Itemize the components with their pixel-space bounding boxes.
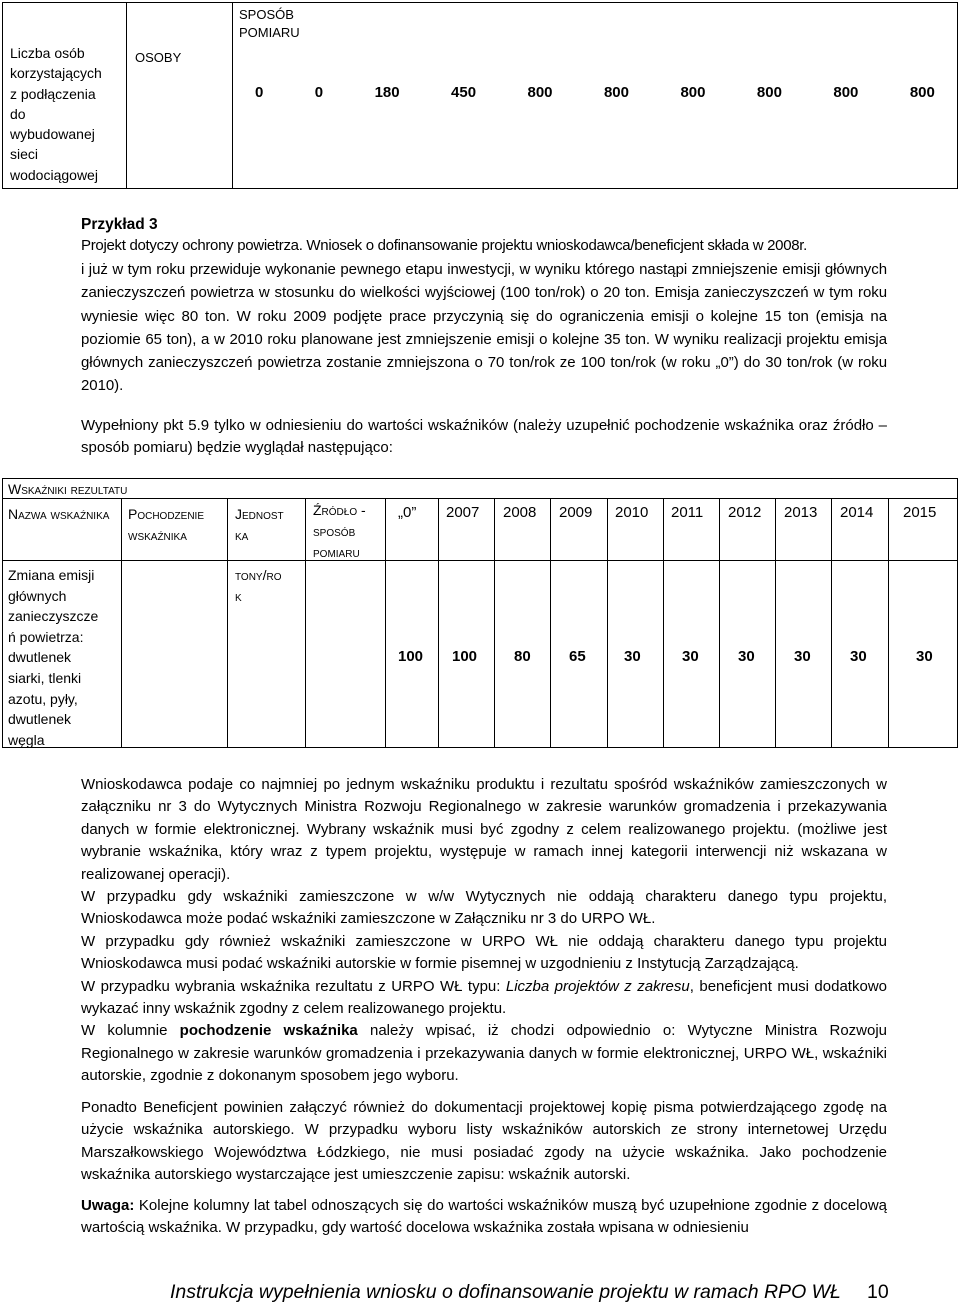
values-row (233, 46, 957, 103)
method-line: SPOSÓB (239, 7, 294, 22)
col-header-origin: Pochodzenie wskaźnika (128, 506, 205, 543)
value-cell: 30 (738, 648, 755, 665)
value-cell: 30 (916, 648, 933, 665)
indicator-table-top (2, 2, 958, 189)
indicator-name-line: głównych (8, 587, 67, 604)
row-label-line: z podłączenia (10, 85, 96, 102)
indicator-name-line: dwutlenek (8, 649, 72, 666)
indicator-unit-line: tony/ro (235, 567, 282, 583)
value-cell: 30 (794, 648, 811, 665)
col-header-year: 2008 (503, 504, 537, 521)
method-line: POMIARU (239, 25, 300, 40)
unit-cell (127, 3, 233, 189)
indicator-name-line: węgla (8, 731, 45, 748)
value-cell: 30 (624, 648, 641, 665)
col-header-zero: „0” (398, 504, 417, 521)
instruction-para: W przypadku gdy również wskaźniki zamieszczone w URPO WŁ nie oddają charakteru danego typu projektu Wnioskodawca musi podać wskaźniki autorskie w formie pisemnej w uzgodnieniu z Instytucją Zarządzającą. (81, 932, 887, 973)
indicator-name-line: dwutlenek (8, 711, 72, 728)
indicator-name-line: siarki, tlenki (8, 669, 82, 686)
value-cell: 450 (451, 84, 477, 101)
instruction-text: W przypadku wybrania wskaźnika rezultatu z URPO WŁ typu: (81, 977, 501, 995)
note-text: Kolejne kolumny lat tabel odnoszących się do wartości wskaźników muszą być uzupełnione zgodnie z docelową wartością wskaźnika. W przypadku, gdy wartość docelowa wskaźnika została wpisana w odniesieniu (81, 1197, 887, 1237)
method-values-cell (233, 3, 958, 189)
example-para-first-line: Projekt dotyczy ochrony powietrza. Wniosek o dofinansowanie projektu wnioskodawca/beneficjent składa w 2008r. (81, 237, 808, 254)
row-label-line: Liczba osób (10, 45, 85, 61)
instruction-text: W kolumnie (81, 1022, 168, 1040)
indicator-unit (235, 565, 282, 607)
value-cell: 800 (680, 84, 706, 101)
indicator-name-line: zanieczyszcze (8, 608, 99, 625)
page-number: 10 (867, 1281, 889, 1303)
instruction-text: , beneficjent musi dodatkowo wykazać inny wskaźnik zgodny z celem realizowanego projektu. (81, 977, 887, 1018)
instruction-italic: Liczba projektów z zakresu (505, 977, 690, 995)
row-label-line: sieci (10, 146, 39, 163)
col-header-year: 2013 (784, 504, 818, 521)
example-heading: Przykład 3 (81, 216, 158, 233)
value-cell: 65 (569, 648, 586, 665)
instruction-para: Ponadto Beneficjent powinien załączyć również do dokumentacji projektowej kopię pisma potwierdzającego zgodę na użycie wskaźnika autorskiego. W przypadku wyboru listy wskaźników autorskich ze strony internetowej Urzędu Marszałkowskiego Województwa Łódzkiego, nie musi posiadać zgody na użycie wskaźnika. Jako pochodzenie wskaźnika autorskiego wystarczające jest umieszczenie zapisu: wskaźnik autorski. (81, 1099, 887, 1184)
row-label-line: do (10, 105, 26, 122)
col-header-unit-line: Jednost (235, 506, 284, 522)
instruction-block (81, 774, 887, 1088)
col-header-name: Nazwa wskaźnika (8, 506, 110, 522)
col-header-source-line: pomiaru (313, 544, 360, 560)
instruction-text: należy wpisać, iż chodzi odpowiednio o: Wytyczne Ministra Rozwoju Regionalnego w zakresie warunków gromadzenia i przekazywania danych w formie elektronicznej, URPO WŁ, wskaźniki autorskie, zgodnie z dokonanym sposobem jego wyboru. (81, 1022, 888, 1085)
results-table (2, 478, 958, 748)
indicator-name-line: ń powietrza: (8, 628, 84, 645)
col-header-year: 2011 (671, 504, 704, 521)
col-header-source (313, 500, 366, 563)
page-footer (170, 1281, 889, 1304)
indicator-unit-line: k (235, 588, 242, 604)
row-label-cell (3, 3, 127, 189)
row-label-line: wodociągowej (10, 166, 98, 183)
indicator-name (8, 565, 118, 750)
example-para: i już w tym roku przewiduje wykonanie pewnego etapu inwestycji, w wyniku którego nastąpi zmniejszenie emisji głównych zanieczyszczeń powietrza w stosunku do wielkości wyjściowej (100 ton/rok) o 20 ton. Emisja zanieczyszczeń w tym roku wyniesie więc 80 ton. W roku 2009 podjęte prace przyczynią się do ograniczenia emisji o kolejne 15 ton (emisja na poziomie 65 ton), a w 2010 roku planowane jest zmniejszenie emisji o kolejne 35 ton. W wyniku realizacji projektu emisja głównych zanieczyszczeń powietrza zostanie zmniejszona o 70 ton/rok ze 100 ton/rok (w roku „0”) do 30 ton/rok (w roku 2010). (81, 261, 887, 395)
unit-label: OSOBY (135, 50, 182, 65)
table-title: Wskaźniki rezultatu (8, 481, 128, 497)
col-header-year: 2014 (840, 504, 874, 521)
col-header-source-line: Źródło - (313, 502, 366, 518)
value-cell: 100 (398, 648, 424, 665)
col-header-year: 2010 (615, 504, 649, 521)
value-cell: 100 (452, 648, 478, 665)
col-header-year: 2012 (728, 504, 762, 521)
col-header-year: 2009 (559, 504, 593, 521)
col-header-source-line: sposób (313, 523, 356, 539)
method-label (233, 3, 957, 46)
row-label-line: korzystających (10, 65, 102, 82)
instruction-para: W przypadku gdy wskaźniki zamieszczone w w/w Wytycznych nie oddają charakteru danego typu projektu, Wnioskodawca może podać wskaźniki zamieszczone w Załączniku nr 3 do URPO WŁ. (81, 888, 887, 928)
col-header-year: 2007 (446, 504, 480, 521)
value-cell: 180 (374, 84, 400, 101)
value-cell: 800 (603, 84, 629, 101)
instruction-para: Wnioskodawca podaje co najmniej po jednym wskaźniku produktu i rezultatu spośród wskaźników zamieszczonych w załączniku nr 3 do Wytycznych Ministra Rozwoju Regionalnego w zakresie warunków gromadzenia i przekazywania danych w formie elektronicznej. Wybrany wskaźnik musi być zgodny z celem realizowanego projektu. (możliwe jest wybranie wskaźnika, który wraz z typem projektu, występuje w ramach innej kategorii interwencji niż wskazana w realizowanej operacji). (81, 776, 887, 883)
note-label: Uwaga: (81, 1197, 135, 1214)
footer-title: Instrukcja wypełnienia wniosku o dofinansowanie projektu w ramach RPO WŁ (170, 1281, 841, 1303)
value-cell: 30 (850, 648, 867, 665)
value-cell: 800 (756, 84, 782, 101)
value-cell: 0 (255, 84, 264, 101)
indicator-name-line: Zmiana emisji (8, 567, 95, 583)
value-cell: 30 (682, 648, 699, 665)
col-header-unit-line: ka (235, 527, 249, 543)
instruction-bold: pochodzenie wskaźnika (179, 1022, 358, 1040)
instruction-para (81, 1020, 887, 1087)
value-cell: 0 (314, 84, 324, 101)
note-para (81, 1195, 887, 1240)
value-cell: 800 (833, 84, 859, 101)
example-para-2: Wypełniony pkt 5.9 tylko w odniesieniu do wartości wskaźników (należy uzupełnić pochodzenie wskaźnika oraz źródło – sposób pomiaru) będzie wyglądał następująco: (81, 417, 887, 456)
value-cell: 800 (527, 84, 553, 101)
col-header-unit (235, 504, 284, 546)
value-cell: 80 (514, 648, 531, 665)
instruction-para (81, 976, 887, 1021)
indicator-name-line: azotu, pyły, (8, 690, 78, 707)
value-cell: 800 (909, 84, 935, 101)
col-header-year: 2015 (903, 504, 937, 521)
row-label-line: wybudowanej (10, 126, 95, 143)
